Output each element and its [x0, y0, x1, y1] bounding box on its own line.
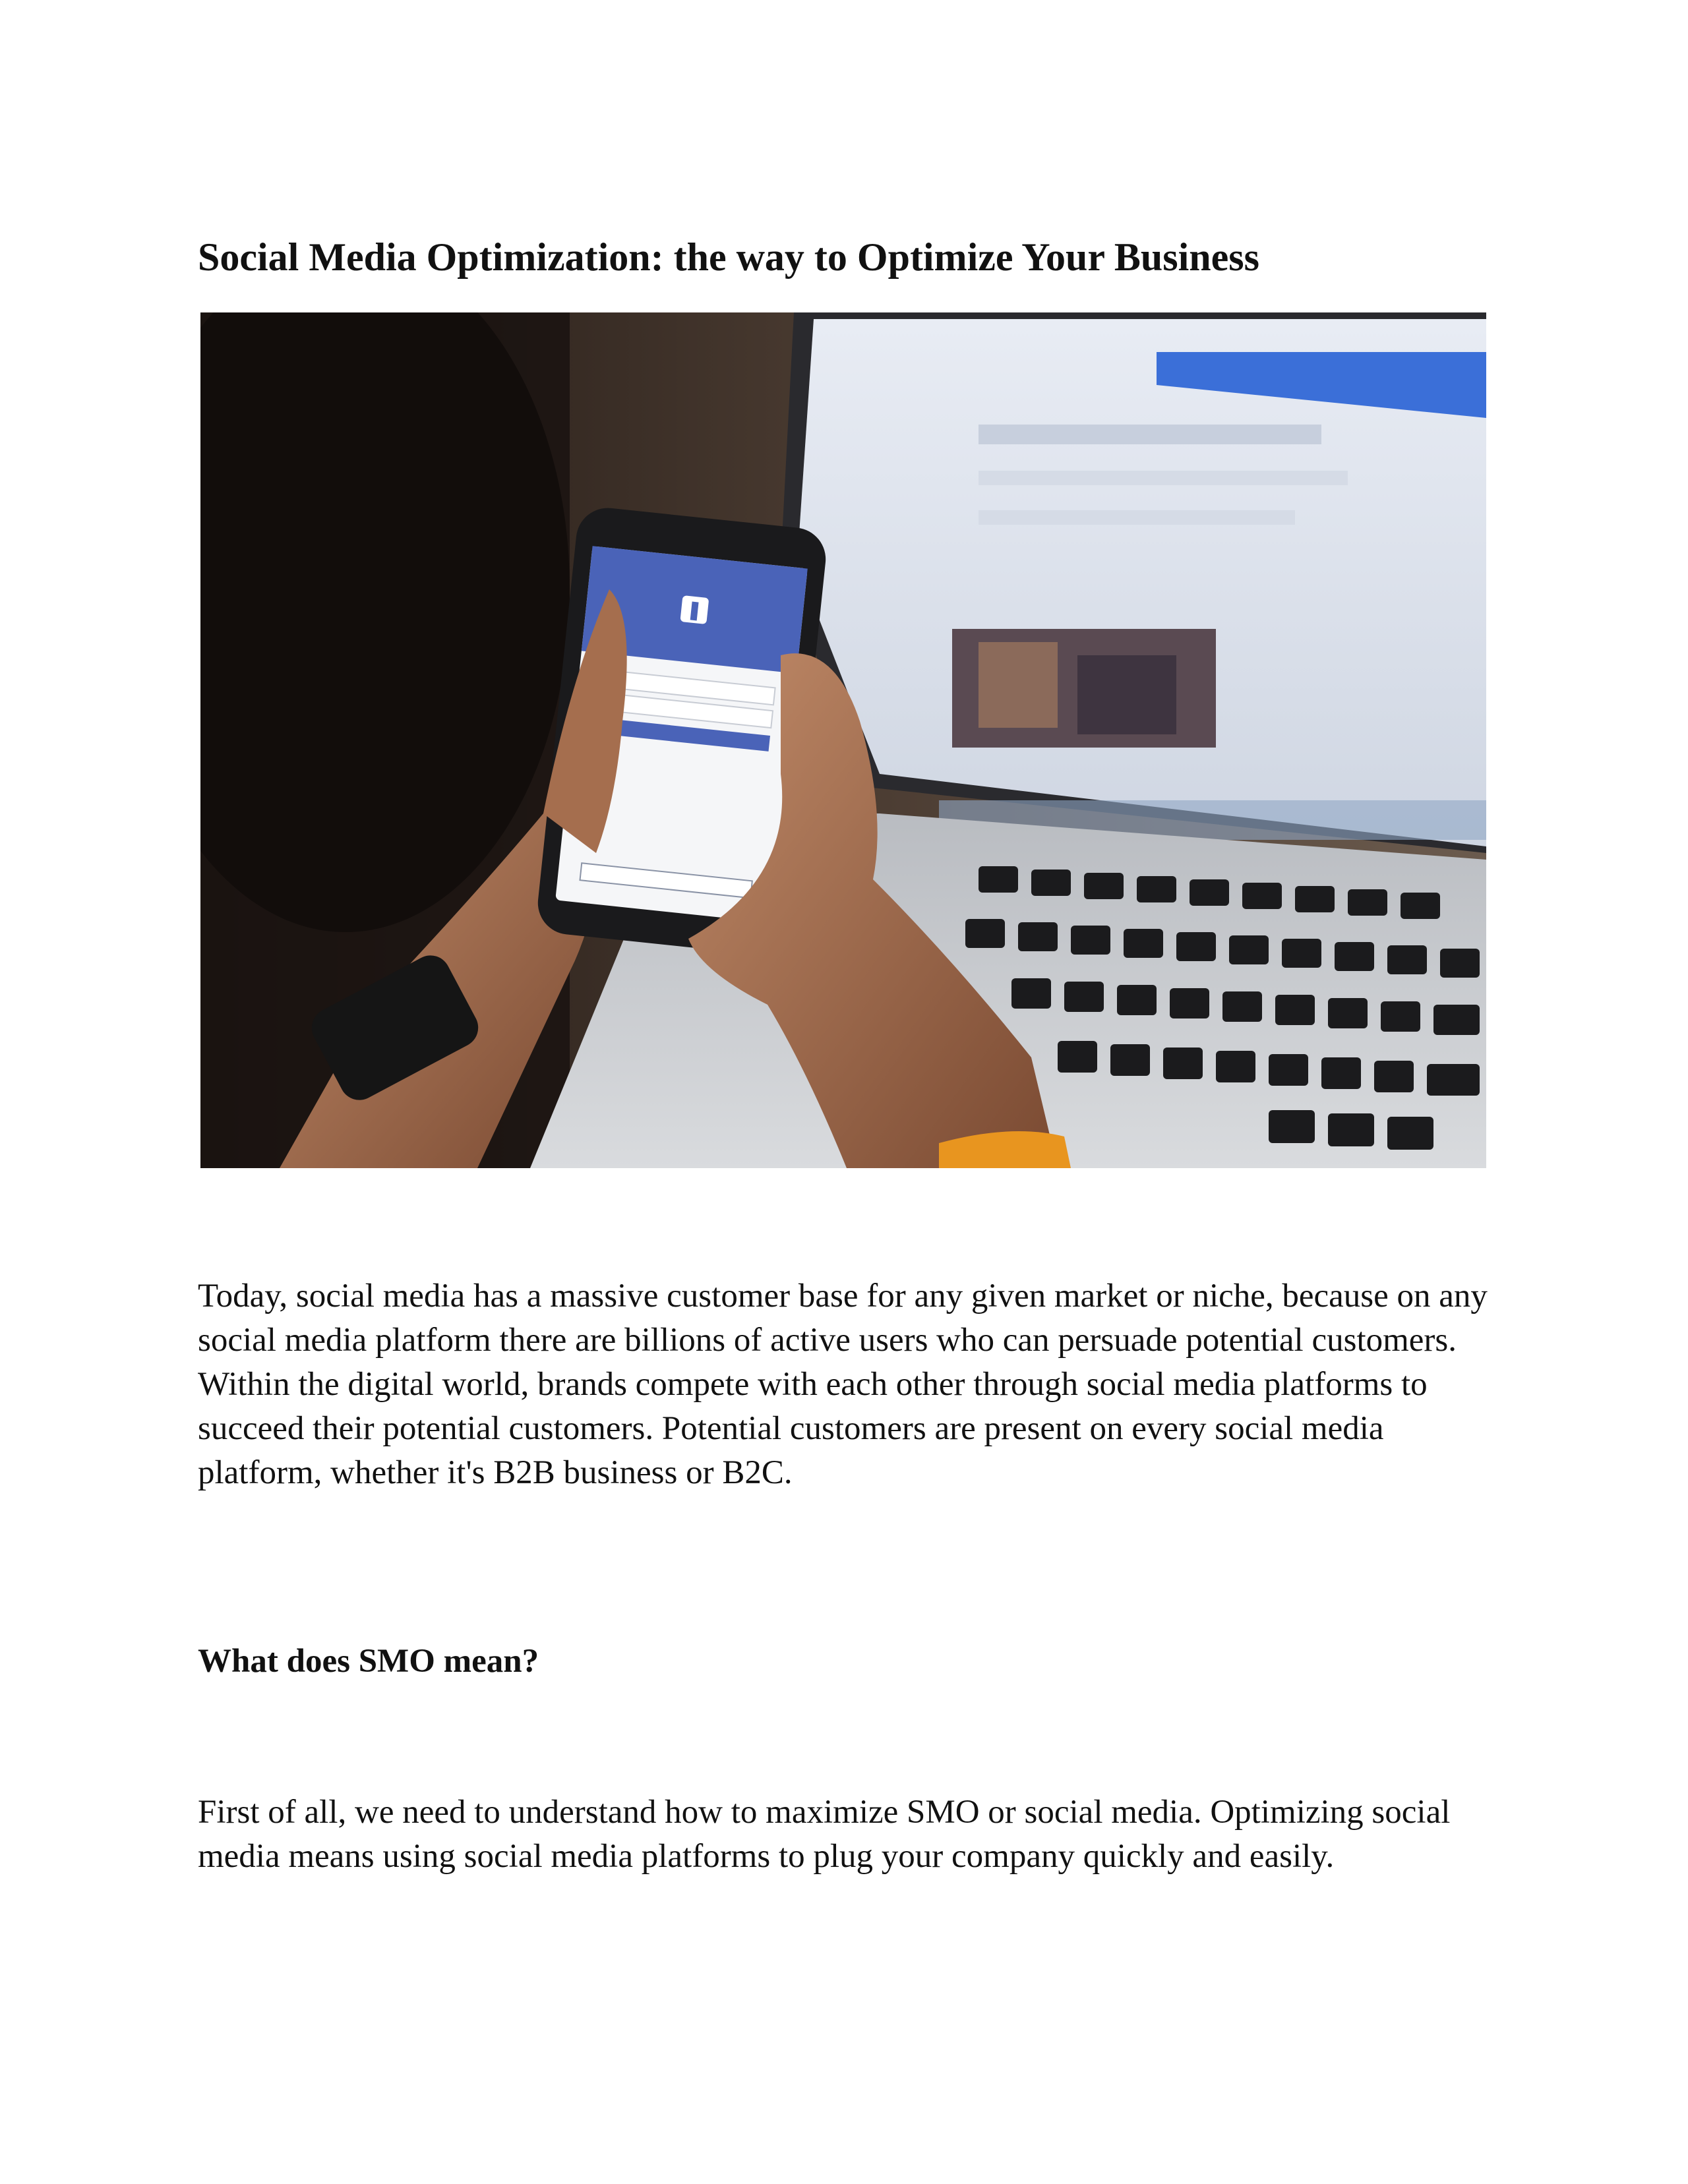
smo-paragraph: First of all, we need to understand how to maximize SMO or social media. Optimizing social media means using social media platforms to plug your company quickly and easily. [198, 1794, 1451, 1875]
article-title: Social Media Optimization: the way to Optimize Your Business [198, 235, 1259, 279]
phone-laptop-photo-illustration [200, 312, 1486, 1168]
article-photo [200, 312, 1486, 1168]
section-heading-smo: What does SMO mean? [198, 1643, 539, 1680]
intro-paragraph: Today, social media has a massive customer base for any given market or niche, because on any social media platform there are billions of active users who can persuade potential customers. Within the digital world, brands compete with each other through social media platforms to succeed their potential customers. Potential customers are present on every social media platform, whether it's B2B business or B2C. [198, 1278, 1488, 1491]
